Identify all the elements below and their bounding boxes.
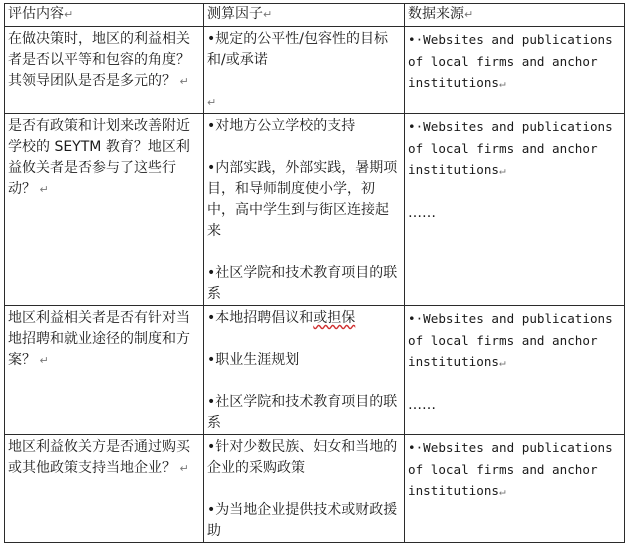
factor-cell: •规定的公平性/包容性的目标和/或承诺 ↵ (204, 27, 405, 114)
ellipsis: …… (408, 396, 436, 413)
source-cell: •·Websites and publications of local firms and anchor institutions↵ …… (405, 306, 625, 435)
factor-item: •职业生涯规划 (207, 352, 300, 368)
source-cell: •·Websites and publications of local firms and anchor institutions↵ (405, 27, 625, 114)
factor-item: •社区学院和技术教育项目的联系 (207, 394, 398, 431)
source-cell: •·Websites and publications of local firms and anchor institutions↵ …… (405, 114, 625, 306)
factor-item: •对地方公立学校的支持 (207, 118, 356, 134)
question-cell: 是否有政策和计划来改善附近学校的 SEYTM 教育？地区利益攸关者是否参与了这些行动？ ↵ (5, 114, 204, 306)
factor-item: •针对少数民族、妇女和当地的企业的采购政策 (207, 439, 398, 476)
factor-item: •内部实践，外部实践，暑期项目，和导师制度使小学，初中，高中学生到与街区连接起来 (207, 160, 398, 239)
factor-cell (204, 306, 405, 435)
factor-item: •规定的公平性/包容性的目标和/或承诺 (207, 31, 388, 68)
header-data-source: 数据来源↵ (405, 4, 625, 27)
question-cell: 地区利益攸关方是否通过购买或其他政策支持当地企业？ ↵ (5, 435, 204, 543)
header-evaluation-content: 评估内容↵ (5, 4, 204, 27)
ellipsis: …… (408, 204, 436, 221)
factor-cell (204, 435, 405, 543)
table-row (5, 435, 625, 543)
factor-item: •为当地企业提供技术或财政援助 (207, 502, 398, 539)
table-row (5, 306, 625, 435)
header-measurement-factors: 测算因子↵ (204, 4, 405, 27)
evaluation-table (4, 3, 625, 543)
table-row (5, 114, 625, 306)
question-cell: 地区利益相关者是否有针对当地招聘和就业途径的制度和方案？ ↵ (5, 306, 204, 435)
table-row (5, 27, 625, 114)
source-cell: •·Websites and publications of local firms and anchor institutions↵ (405, 435, 625, 543)
question-cell: 在做决策时，地区的利益相关者是否以平等和包容的角度？其领导团队是否是多元的？ ↵ (5, 27, 204, 114)
evaluation-table-container (4, 3, 625, 543)
factor-item: •本地招聘倡议和或担保 (207, 310, 356, 326)
table-header-row (5, 4, 625, 27)
factor-cell (204, 114, 405, 306)
factor-item: •社区学院和技术教育项目的联系 (207, 265, 398, 302)
